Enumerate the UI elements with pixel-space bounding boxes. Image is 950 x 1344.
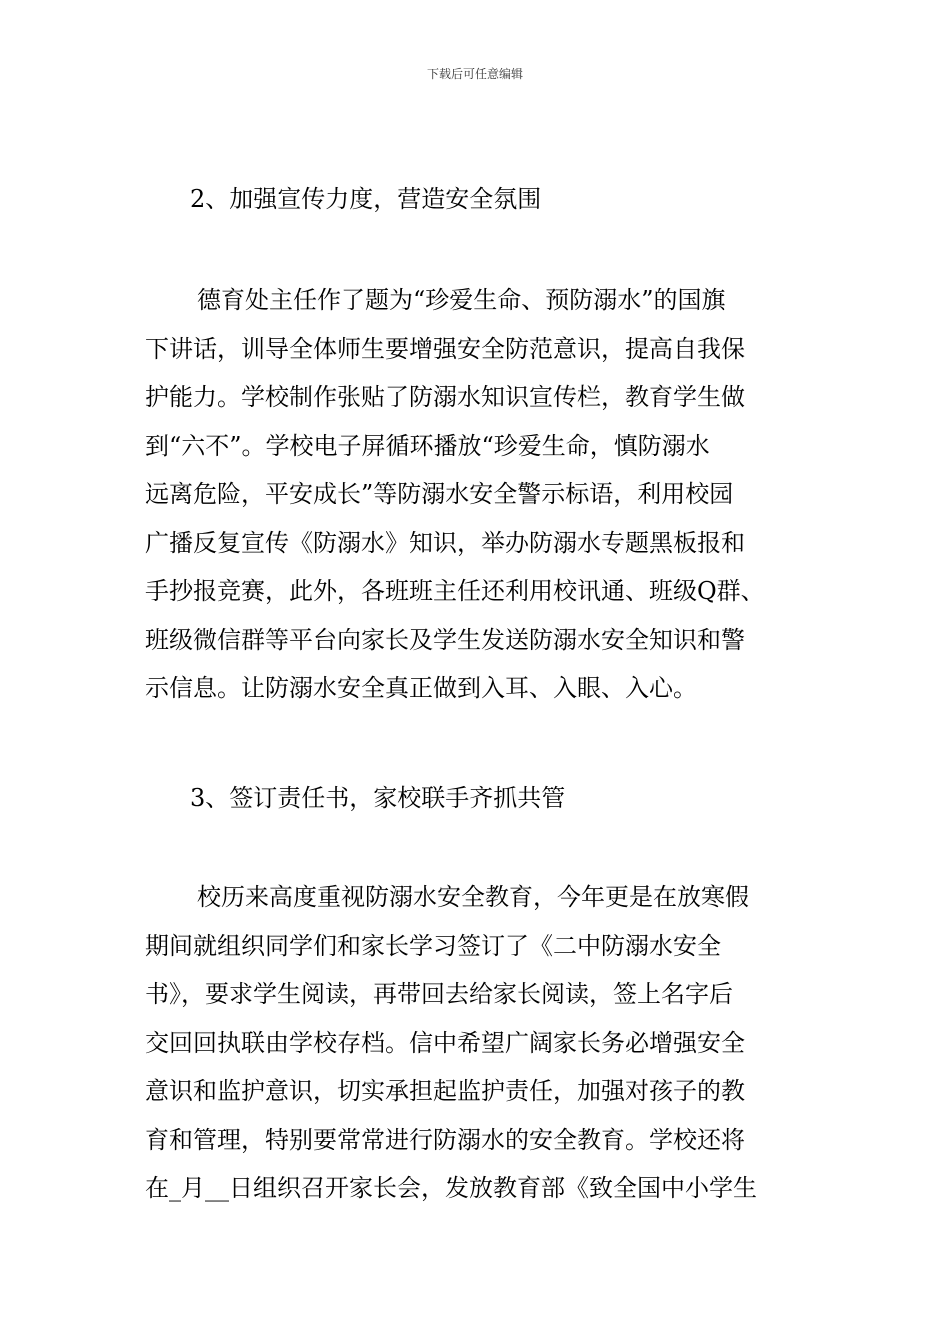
paragraph-line: 书》，要求学生阅读，再带回去给家长阅读，签上名字后: [145, 980, 733, 1008]
paragraph-line: 期间就组织同学们和家长学习签订了《二中防溺水安全: [145, 931, 721, 960]
paragraph-line: 校历来高度重视防溺水安全教育，今年更是在放寒假: [197, 883, 749, 911]
paragraph-line: 护能力。学校制作张贴了防溺水知识宣传栏，教育学生做: [145, 383, 745, 411]
paragraph-line: 交回回执联由学校存档。信中希望广阔家长务必增强安全: [145, 1028, 745, 1057]
section-2-heading: 2、加强宣传力度，营造安全氛围: [190, 185, 542, 213]
paragraph-line: 德育处主任作了题为“珍爱生命、预防溺水”的国旗: [197, 286, 726, 314]
paragraph-line: 育和管理，特别要常常进行防溺水的安全教育。学校还将: [145, 1125, 745, 1154]
paragraph-line: 下讲话，训导全体师生要增强安全防范意识，提高自我保: [145, 334, 745, 363]
section-3-heading: 3、签订责任书，家校联手齐抓共管: [190, 784, 566, 812]
paragraph-line: 班级微信群等平台向家长及学生发送防溺水安全知识和警: [145, 625, 745, 654]
paragraph-line: 到“六不”。学校电子屏循环播放“珍爱生命，慎防溺水: [145, 431, 710, 460]
paragraph-line: 在_月__日组织召开家长会，发放教育部《致全国中小学生: [145, 1174, 757, 1202]
header-note: 下载后可任意编辑: [426, 67, 523, 81]
paragraph-line: 远离危险，平安成长”等防溺水安全警示标语，利用校园: [145, 480, 734, 508]
section-2-paragraph: [145, 276, 815, 713]
section-3-paragraph: [145, 873, 815, 1213]
paragraph-line: 意识和监护意识，切实承担起监护责任，加强对孩子的教: [145, 1077, 745, 1105]
paragraph-line: 示信息。让防溺水安全真正做到入耳、入眼、入心。: [145, 674, 697, 702]
paragraph-line: 广播反复宣传《防溺水》知识，举办防溺水专题黑板报和: [145, 528, 745, 557]
paragraph-line: 手抄报竞赛，此外，各班班主任还利用校讯通、班级Q群、: [145, 577, 765, 605]
